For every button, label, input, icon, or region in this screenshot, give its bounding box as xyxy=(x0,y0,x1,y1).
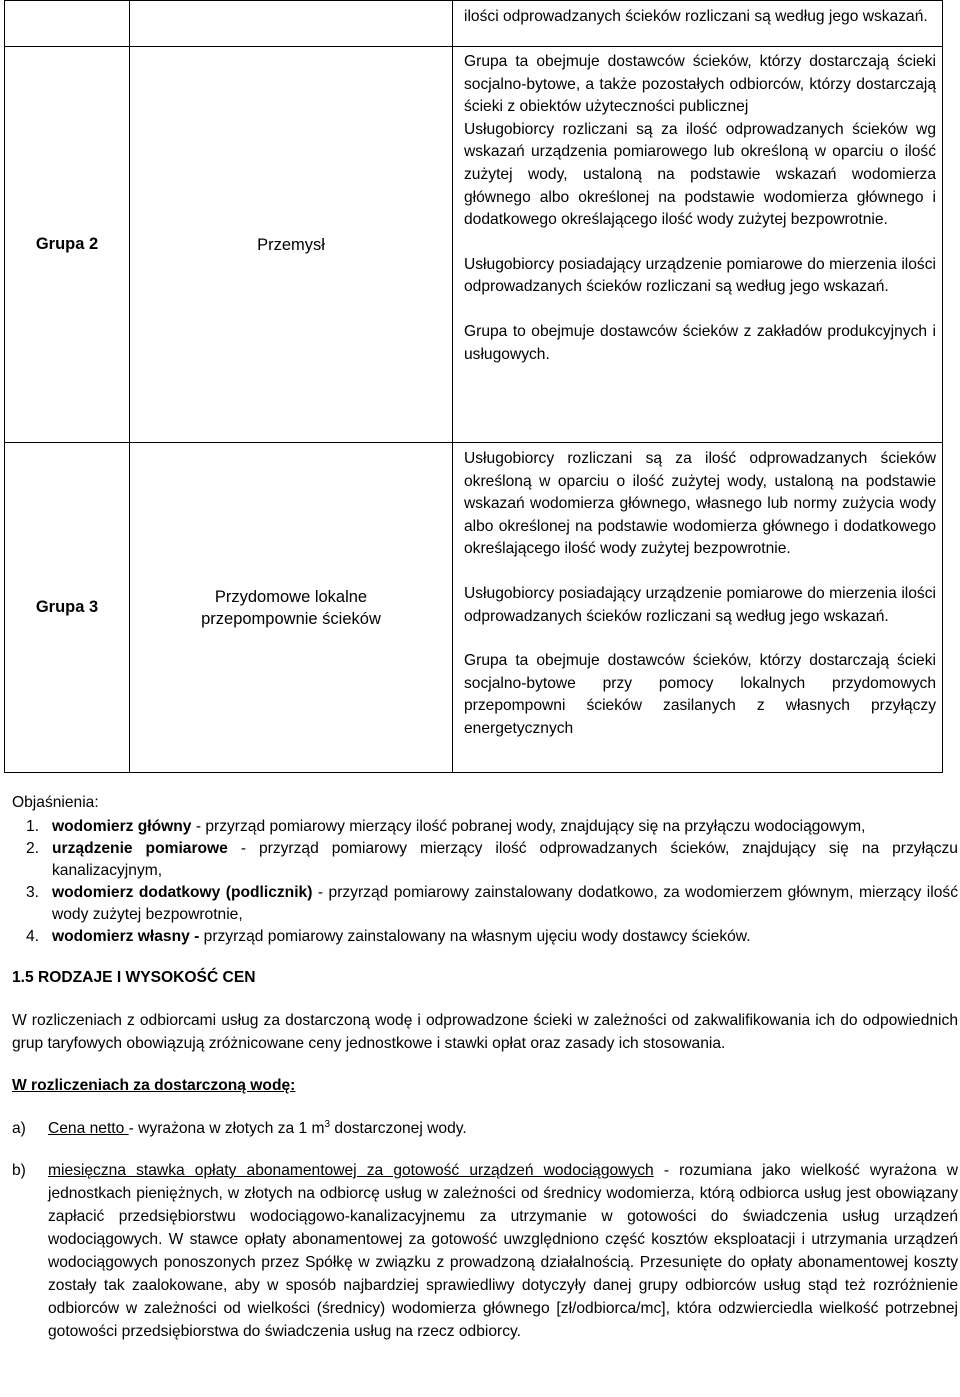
list-item xyxy=(12,816,958,838)
definition: - przyrząd pomiarowy zainstalowany dodatkowo, za wodomierzem głównym, mierzący ilość wody zużytej bezpowrotnie, xyxy=(52,884,958,923)
table-cell-description xyxy=(453,443,943,773)
category-cell xyxy=(130,443,453,773)
table-cell-description xyxy=(453,1,943,47)
list-item-number: 1. xyxy=(26,818,40,835)
group-name-cell: Grupa 2 xyxy=(5,47,130,443)
term: Cena netto xyxy=(48,1120,129,1137)
term: wodomierz własny - xyxy=(52,928,200,945)
list-item-b xyxy=(12,1159,958,1343)
table-cell-empty xyxy=(5,1,130,47)
definition: - przyrząd pomiarowy mierzący ilość odprowadzanych ścieków, znajdujący się na przyłączu kanalizacyjnym, xyxy=(52,840,958,879)
document-body xyxy=(12,792,958,1343)
explanations-label: Objaśnienia: xyxy=(12,794,99,811)
definition: - wyrażona w złotych za 1 m xyxy=(128,1120,325,1137)
table-cell-description xyxy=(453,47,943,443)
list-item xyxy=(12,838,958,882)
list-item xyxy=(12,882,958,926)
table-cell-empty xyxy=(130,1,453,47)
term: wodomierz dodatkowy (podlicznik) xyxy=(52,884,313,901)
table-row-group-2 xyxy=(5,47,943,443)
description-paragraph: Usługobiorcy rozliczani są za ilość odprowadzanych ścieków określoną w oparciu o ilość zużytej wody, ustaloną na podstawie wskazań wodomierza głównego, własnego lub normy zużycia wody albo określonej na podstawie wodomierza głównego i dodatkowego określającego ilość wody zużytej bezpowrotnie. xyxy=(464,450,936,558)
list-item-a xyxy=(12,1117,958,1140)
explanations-list xyxy=(12,816,958,948)
term: urządzenie pomiarowe xyxy=(52,840,228,857)
list-item-number: 4. xyxy=(26,928,40,945)
table-row-continuation xyxy=(5,1,943,47)
list-item-number: 2. xyxy=(26,840,40,857)
definition: - rozumiana jako wielkość wyrażona w jednostkach pieniężnych, w złotych na odbiorcę usług w zależności od średnicy wodomierza, którą odbiorca usług jest obowiązany zapłacić przedsiębiorstwu wodociągowo-kanalizacyjnemu za utrzymanie w gotowości do świadczenia usług urządzeń wodociągowych. W stawce opłaty abonamentowej za gotowość uwzględniono część kosztów eksploatacji i utrzymania urządzeń wodociągowych ponoszonych przez Spółkę w związku z prowadzoną działalnością. Przesunięte do opłaty abonamentowej koszty zostały tak zaalokowane, aby w sposób najbardziej sprawiedliwy dotyczyły danej grupy odbiorców usług stąd też rozróżnienie odbiorców w zależności od wielkości (średnicy) wodomierza głównego [zł/odbiorca/mc], która odzwierciedla wielkość potrzebnej gotowości przedsiębiorstwa do świadczenia usług na rzecz odbiorcy. xyxy=(48,1162,959,1340)
definition: - przyrząd pomiarowy mierzący ilość pobranej wody, znajdujący się na przyłączu wodociągowym, xyxy=(191,818,866,835)
description-paragraph: Grupa ta obejmuje dostawców ścieków, którzy dostarczają ścieki socjalno-bytowe przy pomocy lokalnych przydomowych przepompowni ścieków zasilanych z własnych przyłączy energetycznych xyxy=(464,652,936,737)
description-paragraph: Usługobiorcy rozliczani są za ilość odprowadzanych ścieków wg wskazań urządzenia pomiarowego lub określoną w oparciu o ilość zużytej wody, ustaloną na podstawie wskazań wodomierza głównego albo określonej na podstawie wodomierza głównego i dodatkowego określającego ilość wody zużytej bezpowrotnie. xyxy=(464,120,936,229)
category-cell: Przemysł xyxy=(130,47,453,443)
category-line: Przydomowe lokalne xyxy=(214,587,368,606)
term: miesięczna stawka opłaty abonamentowej za gotowość urządzeń wodociągowych xyxy=(48,1162,654,1179)
table-row-group-3 xyxy=(5,443,943,773)
item-marker: a) xyxy=(12,1120,26,1137)
item-marker: b) xyxy=(12,1162,26,1179)
description-paragraph: Grupa ta obejmuje dostawców ścieków, którzy dostarczają ścieki socjalno-bytowe, a także pozostałych odbiorców, którzy dostarczają ścieki z obiektów użyteczności publicznej xyxy=(464,53,936,116)
list-item-number: 3. xyxy=(26,884,40,901)
group-name-cell: Grupa 3 xyxy=(5,443,130,773)
section-intro: W rozliczeniach z odbiorcami usług za dostarczoną wodę i odprowadzone ścieki w zależności od zakwalifikowania ich do odpowiednich grup taryfowych obowiązują zróżnicowane ceny jednostkowe i stawki opłat oraz zasady ich stosowania. xyxy=(12,1012,958,1052)
section-heading: 1.5 RODZAJE I WYSOKOŚĆ CEN xyxy=(12,969,256,986)
term: wodomierz główny xyxy=(52,818,192,835)
subheading: W rozliczeniach za dostarczoną wodę: xyxy=(12,1077,296,1094)
superscript: 3 xyxy=(324,1118,331,1130)
description-paragraph: Usługobiorcy posiadający urządzenie pomiarowe do mierzenia ilości odprowadzanych ścieków rozliczani są według jego wskazań. xyxy=(464,255,936,296)
description-paragraph: ilości odprowadzanych ścieków rozliczani są według jego wskazań. xyxy=(464,8,928,25)
description-paragraph: Grupa to obejmuje dostawców ścieków z zakładów produkcyjnych i usługowych. xyxy=(464,322,936,363)
description-paragraph: Usługobiorcy posiadający urządzenie pomiarowe do mierzenia ilości odprowadzanych ścieków rozliczani są według jego wskazań. xyxy=(464,584,936,625)
category-line: przepompownie ścieków xyxy=(201,609,381,628)
list-item xyxy=(12,926,958,948)
definition: przyrząd pomiarowy zainstalowany na własnym ujęciu wody dostawcy ścieków. xyxy=(199,928,751,945)
tariff-groups-table xyxy=(4,0,943,773)
definition: dostarczonej wody. xyxy=(330,1120,467,1137)
